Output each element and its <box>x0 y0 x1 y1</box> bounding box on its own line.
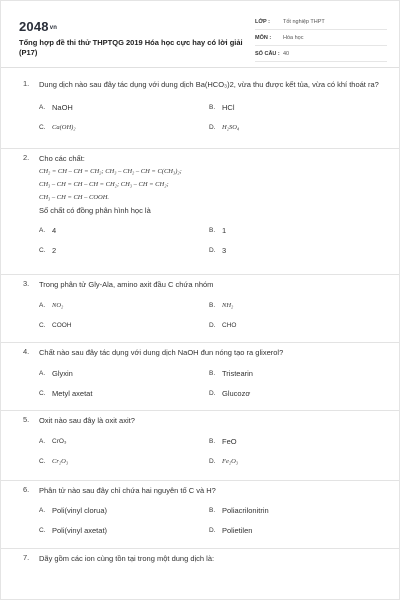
option-key: B. <box>209 506 216 514</box>
option-key: C. <box>39 389 46 397</box>
option-key: D. <box>209 246 216 254</box>
answer-option-b[interactable] <box>209 220 379 240</box>
option-key: A. <box>39 437 46 445</box>
option-key: B. <box>209 301 216 309</box>
question-number: 2. <box>23 153 30 162</box>
question-number: 3. <box>23 279 30 288</box>
option-text: CrO₃ <box>52 437 67 445</box>
option-text: Metyl axetat <box>52 388 93 398</box>
question-item <box>1 481 399 549</box>
question-number: 7. <box>23 553 30 562</box>
question-number: 6. <box>23 485 30 494</box>
answer-option-c[interactable] <box>39 451 209 471</box>
question-item <box>1 149 399 275</box>
meta-value: Hóa học <box>283 34 304 41</box>
question-number: 4. <box>23 347 30 356</box>
option-text: HCl <box>222 102 235 112</box>
option-key: B. <box>209 369 216 377</box>
option-key: A. <box>39 369 46 377</box>
answer-options <box>39 363 381 403</box>
question-list <box>1 75 399 565</box>
question-text: Chất nào sau đây tác dụng với dung dịch NaOH đun nóng tạo ra glixerol? <box>39 348 284 357</box>
option-text: Ca(OH)₂ <box>52 123 76 131</box>
formula-line: CH₂ = CH – CH = CH₂; CH₃ – CH₂ – CH = C(CH₃)₂; <box>39 168 182 175</box>
meta-label: MÔN : <box>255 34 272 41</box>
option-key: D. <box>209 321 216 329</box>
option-key: A. <box>39 226 46 234</box>
answer-options <box>39 431 381 471</box>
formula-line: CH₃ – CH = CH – COOH. <box>39 194 110 201</box>
option-key: A. <box>39 103 46 111</box>
option-text: NH₂ <box>222 301 234 309</box>
answer-option-d[interactable] <box>209 520 379 540</box>
question-text: Trong phân tử Gly-Ala, amino axit đầu C chứa nhóm <box>39 280 214 289</box>
question-item <box>1 343 399 411</box>
answer-option-a[interactable] <box>39 431 209 451</box>
meta-label: SỐ CÂU : <box>255 50 280 57</box>
meta-label: LỚP : <box>255 18 270 25</box>
answer-option-a[interactable] <box>39 500 209 520</box>
brand-suffix: vn <box>49 25 58 31</box>
option-text: NaOH <box>52 102 73 112</box>
meta-value: Tốt nghiệp THPT <box>283 18 325 25</box>
answer-options <box>39 97 381 137</box>
option-text: FeO <box>222 436 237 446</box>
question-text: Oxit nào sau đây là oxit axit? <box>39 416 135 425</box>
option-key: D. <box>209 123 216 131</box>
answer-option-c[interactable] <box>39 383 209 403</box>
question-number: 1. <box>23 79 30 88</box>
option-key: D. <box>209 457 216 465</box>
answer-option-a[interactable] <box>39 363 209 383</box>
option-key: A. <box>39 301 46 309</box>
answer-option-d[interactable] <box>209 240 379 260</box>
answer-option-b[interactable] <box>209 363 379 383</box>
answer-option-b[interactable] <box>209 295 379 315</box>
meta-row-subject <box>255 30 387 46</box>
page-title: Tổng hợp đề thi thử THPTQG 2019 Hóa học cực hay có lời giải (P17) <box>19 38 243 57</box>
question-item <box>1 549 399 565</box>
answer-option-d[interactable] <box>209 117 379 137</box>
answer-option-b[interactable] <box>209 431 379 451</box>
option-key: C. <box>39 321 46 329</box>
answer-option-c[interactable] <box>39 117 209 137</box>
option-text: Tristearin <box>222 368 253 378</box>
question-text: Dung dịch nào sau đây tác dụng với dung dịch Ba(HCO₃)2, vừa thu được kết tủa, vừa có khí thoát ra? <box>39 80 379 89</box>
meta-row-class <box>255 14 387 30</box>
option-key: B. <box>209 226 216 234</box>
option-text: NO₂ <box>52 301 64 309</box>
option-text: CHO <box>222 321 237 329</box>
meta-value: 40 <box>283 50 290 57</box>
answer-option-c[interactable] <box>39 240 209 260</box>
option-text: Poli(vinyl axetat) <box>52 525 108 535</box>
header-divider <box>1 67 399 68</box>
option-key: C. <box>39 246 46 254</box>
formula-line: CH₃ – CH = CH – CH = CH₂; CH₃ – CH = CH₂; <box>39 181 169 188</box>
answer-option-a[interactable] <box>39 97 209 117</box>
option-key: B. <box>209 103 216 111</box>
question-item <box>1 75 399 149</box>
answer-options <box>39 500 381 540</box>
answer-option-d[interactable] <box>209 451 379 471</box>
question-number: 5. <box>23 415 30 424</box>
answer-option-b[interactable] <box>209 97 379 117</box>
option-text: Glucozơ <box>222 388 251 398</box>
option-text: COOH <box>52 321 72 329</box>
answer-option-d[interactable] <box>209 315 379 335</box>
answer-option-c[interactable] <box>39 520 209 540</box>
option-text: 4 <box>52 225 57 235</box>
option-key: D. <box>209 526 216 534</box>
option-text: 1 <box>222 225 227 235</box>
answer-option-a[interactable] <box>39 220 209 240</box>
answer-options <box>39 295 381 335</box>
option-key: B. <box>209 437 216 445</box>
document-meta <box>255 14 387 62</box>
answer-option-a[interactable] <box>39 295 209 315</box>
option-text: Poliacrilonitrin <box>222 505 269 515</box>
meta-row-question-count <box>255 46 387 62</box>
brand-name: 2048 <box>19 19 49 34</box>
question-text: Phân tử nào sau đây chỉ chứa hai nguyên tố C và H? <box>39 486 216 495</box>
question-item <box>1 275 399 343</box>
question-text: Dãy gồm các ion cùng tồn tại trong một dung dịch là: <box>39 554 215 563</box>
question-text: Cho các chất: <box>39 154 85 163</box>
option-text: 2 <box>52 245 57 255</box>
question-subtext: Số chất có đồng phân hình học là <box>39 206 151 215</box>
option-text: Cr₂O₃ <box>52 457 69 465</box>
option-key: C. <box>39 526 46 534</box>
option-text: H₂SO₄ <box>222 123 240 131</box>
option-text: 3 <box>222 245 227 255</box>
option-text: Poli(vinyl clorua) <box>52 505 108 515</box>
answer-options <box>39 220 381 260</box>
option-key: A. <box>39 506 46 514</box>
option-text: Fe₂O₃ <box>222 457 239 465</box>
answer-option-d[interactable] <box>209 383 379 403</box>
answer-option-b[interactable] <box>209 500 379 520</box>
option-key: C. <box>39 457 46 465</box>
option-key: D. <box>209 389 216 397</box>
option-text: Glyxin <box>52 368 73 378</box>
option-key: C. <box>39 123 46 131</box>
question-item <box>1 411 399 481</box>
option-text: Polietilen <box>222 525 253 535</box>
document-header <box>1 1 399 65</box>
answer-option-c[interactable] <box>39 315 209 335</box>
